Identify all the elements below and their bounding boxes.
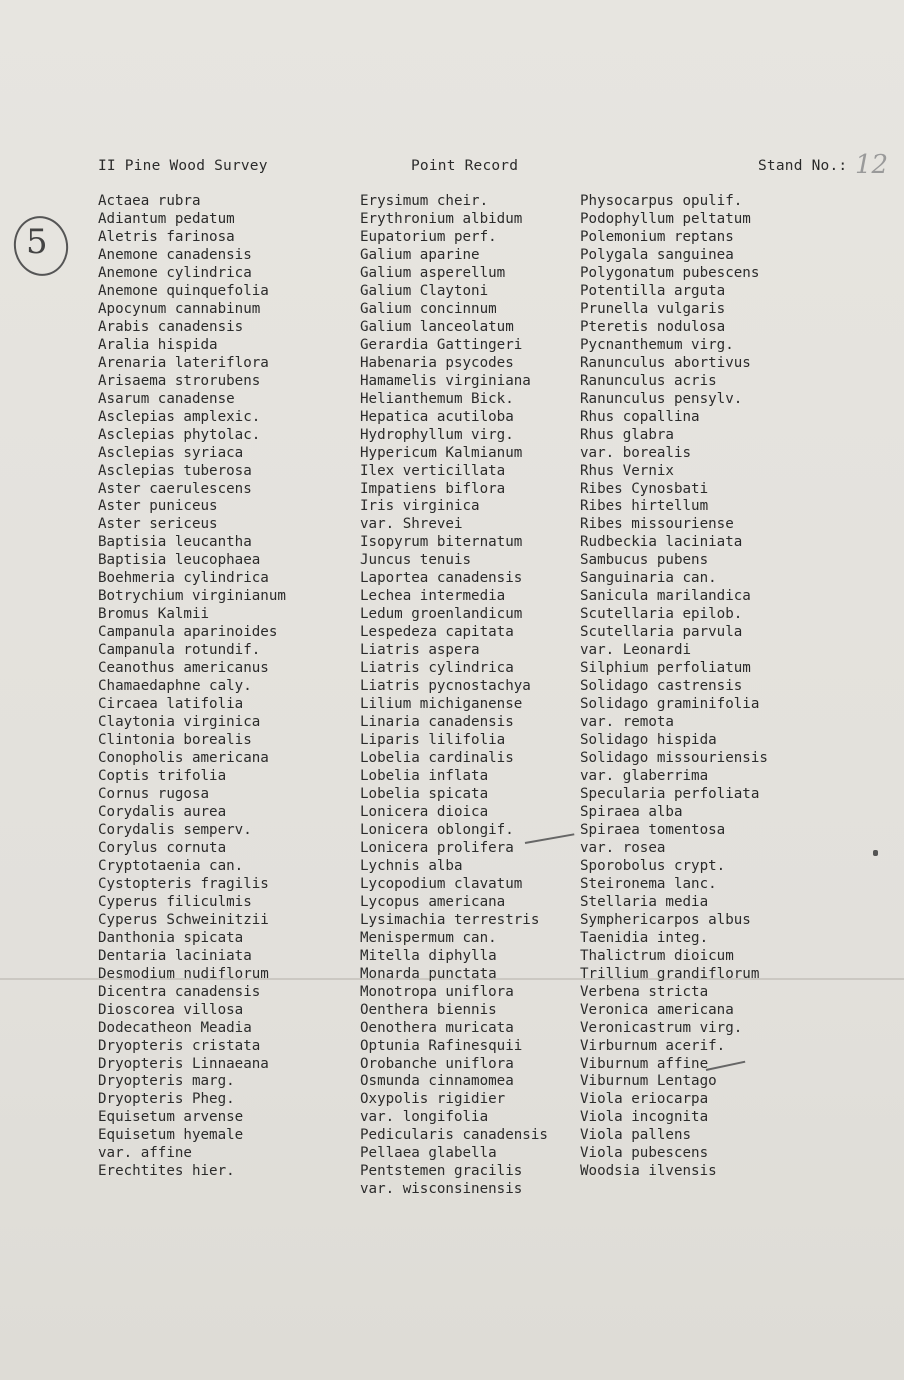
species-entry: Aster sericeus xyxy=(98,516,218,533)
species-entry: Dicentra canadensis xyxy=(98,983,261,1000)
species-entry: Equisetum hyemale xyxy=(98,1127,244,1144)
species-entry: Polygonatum pubescens xyxy=(580,264,760,281)
species-entry: Monarda punctata xyxy=(360,965,497,982)
species-entry: Botrychium virginianum xyxy=(98,588,286,605)
species-entry: var. glaberrima xyxy=(580,768,709,784)
species-entry: Stellaria media xyxy=(580,893,709,910)
species-entry: Galium lanceolatum xyxy=(360,318,514,335)
ink-dot xyxy=(873,850,878,856)
species-entry: Campanula rotundif. xyxy=(98,642,261,659)
species-entry: Galium concinnum xyxy=(360,300,497,317)
species-entry: Oenothera muricata xyxy=(360,1019,514,1036)
species-entry: Verbena stricta xyxy=(580,983,709,1000)
species-entry: Dioscorea villosa xyxy=(98,1001,244,1018)
species-entry: Asarum canadense xyxy=(98,390,235,407)
species-entry: Corylus cornuta xyxy=(98,839,227,856)
species-entry: Danthonia spicata xyxy=(98,929,244,946)
species-entry: Lycopus americana xyxy=(360,893,506,910)
species-entry: var. rosea xyxy=(580,839,666,856)
species-entry: Eupatorium perf. xyxy=(360,228,497,245)
species-entry: Lespedeza capitata xyxy=(360,624,514,641)
species-entry: Aster caerulescens xyxy=(98,480,252,497)
species-entry: Impatiens biflora xyxy=(360,480,506,497)
species-entry: Viburnum Lentago xyxy=(580,1073,717,1090)
species-entry: Liatris aspera xyxy=(360,642,480,659)
species-entry: Equisetum arvense xyxy=(98,1109,244,1126)
species-entry: Ilex verticillata xyxy=(360,462,506,479)
species-entry: Habenaria psycodes xyxy=(360,354,514,371)
species-entry: Pteretis nodulosa xyxy=(580,318,726,335)
species-entry: Dentaria laciniata xyxy=(98,947,252,964)
species-entry: Lobelia inflata xyxy=(360,768,489,784)
species-entry: Bromus Kalmii xyxy=(98,606,210,623)
species-entry: Ceanothus americanus xyxy=(98,660,269,677)
species-entry: Cystopteris fragilis xyxy=(98,875,269,892)
species-entry: Hypericum Kalmianum xyxy=(360,444,523,461)
species-entry: Rhus copallina xyxy=(580,408,700,425)
species-entry: Steironema lanc. xyxy=(580,875,717,892)
survey-title: II Pine Wood Survey xyxy=(98,158,268,174)
species-entry: Laportea canadensis xyxy=(360,570,523,587)
species-entry: Solidago missouriensis xyxy=(580,750,768,767)
species-entry: Coptis trifolia xyxy=(98,768,227,784)
species-entry: Trillium grandiflorum xyxy=(580,965,760,982)
species-entry: Cyperus Schweinitzii xyxy=(98,911,269,928)
species-entry: var. remota xyxy=(580,714,674,731)
species-entry: Ribes hirtellum xyxy=(580,498,709,515)
species-entry: Juncus tenuis xyxy=(360,552,472,569)
species-entry: Viola pallens xyxy=(580,1127,692,1144)
species-column-1 xyxy=(98,193,286,1181)
species-entry: Arenaria lateriflora xyxy=(98,354,269,371)
species-entry: Oxypolis rigidier xyxy=(360,1091,506,1108)
species-entry: Helianthemum Bick. xyxy=(360,390,514,407)
species-entry: Sporobolus crypt. xyxy=(580,857,726,874)
species-entry: var. wisconsinensis xyxy=(360,1181,523,1198)
species-entry: Anemone quinquefolia xyxy=(98,282,269,299)
species-entry: Monotropa uniflora xyxy=(360,983,514,1000)
species-entry: Isopyrum biternatum xyxy=(360,534,523,551)
species-entry: var. affine xyxy=(98,1145,192,1162)
species-entry: Baptisia leucantha xyxy=(98,534,252,551)
species-entry: Lycopodium clavatum xyxy=(360,875,523,892)
species-entry: Adiantum pedatum xyxy=(98,210,235,227)
species-entry: Aster puniceus xyxy=(98,498,218,515)
species-entry: Anemone canadensis xyxy=(98,246,252,263)
species-entry: Corydalis semperv. xyxy=(98,821,252,838)
species-entry: Galium asperellum xyxy=(360,264,506,281)
species-entry: Solidago hispida xyxy=(580,732,717,749)
species-entry: Hamamelis virginiana xyxy=(360,372,531,389)
species-entry: Solidago graminifolia xyxy=(580,696,760,713)
species-entry: Asclepias amplexic. xyxy=(98,408,261,425)
species-entry: Sanicula marilandica xyxy=(580,588,751,605)
species-entry: Boehmeria cylindrica xyxy=(98,570,269,587)
species-entry: Galium aparine xyxy=(360,246,480,263)
record-type: Point Record xyxy=(411,158,519,174)
species-entry: Asclepias phytolac. xyxy=(98,426,261,443)
species-entry: Veronicastrum virg. xyxy=(580,1019,743,1036)
species-entry: Viola eriocarpa xyxy=(580,1091,709,1108)
species-entry: Apocynum cannabinum xyxy=(98,300,261,317)
species-entry: Anemone cylindrica xyxy=(98,264,252,281)
species-entry: Ranunculus abortivus xyxy=(580,354,751,371)
species-entry: Circaea latifolia xyxy=(98,696,244,713)
species-entry: Corydalis aurea xyxy=(98,803,227,820)
species-entry: Desmodium nudiflorum xyxy=(98,965,269,982)
species-entry: Virburnum acerif. xyxy=(580,1037,726,1054)
species-entry: Oenthera biennis xyxy=(360,1001,497,1018)
species-entry: Viola pubescens xyxy=(580,1145,709,1162)
species-entry: Actaea rubra xyxy=(98,193,201,209)
species-entry: Rhus Vernix xyxy=(580,462,674,479)
species-entry: Galium Claytoni xyxy=(360,282,489,299)
species-entry: Rhus glabra xyxy=(580,426,674,443)
species-entry: Orobanche uniflora xyxy=(360,1055,514,1072)
species-entry: Veronica americana xyxy=(580,1001,734,1018)
species-entry: Specularia perfoliata xyxy=(580,785,760,802)
species-entry: Campanula aparinoides xyxy=(98,624,278,641)
species-entry: Gerardia Gattingeri xyxy=(360,336,523,353)
species-entry: Symphericarpos albus xyxy=(580,911,751,928)
species-entry: var. Shrevei xyxy=(360,516,463,533)
species-entry: Dodecatheon Meadia xyxy=(98,1019,252,1036)
species-entry: Lechea intermedia xyxy=(360,588,506,605)
species-entry: Ledum groenlandicum xyxy=(360,606,523,623)
species-entry: Ranunculus pensylv. xyxy=(580,390,743,407)
species-entry: Dryopteris Pheg. xyxy=(98,1091,235,1108)
species-entry: Pellaea glabella xyxy=(360,1145,497,1162)
species-entry: Asclepias tuberosa xyxy=(98,462,252,479)
species-entry: Liatris cylindrica xyxy=(360,660,514,677)
species-entry: Optunia Rafinesquii xyxy=(360,1037,523,1054)
species-column-2 xyxy=(360,193,548,1199)
species-entry: Menispermum can. xyxy=(360,929,497,946)
stand-number-handwritten: 12 xyxy=(855,150,889,180)
species-entry: Viburnum affine xyxy=(580,1055,709,1072)
species-entry: Rudbeckia laciniata xyxy=(580,534,743,551)
species-entry: Pedicularis canadensis xyxy=(360,1127,548,1144)
stand-number-label: Stand No.: xyxy=(758,158,848,174)
species-entry: Potentilla arguta xyxy=(580,282,726,299)
species-entry: Silphium perfoliatum xyxy=(580,660,751,677)
species-entry: Pycnanthemum virg. xyxy=(580,336,734,353)
species-entry: Cornus rugosa xyxy=(98,785,210,802)
species-entry: Erythronium albidum xyxy=(360,210,523,227)
species-entry: Asclepias syriaca xyxy=(98,444,244,461)
species-entry: Linaria canadensis xyxy=(360,714,514,731)
species-entry: Polemonium reptans xyxy=(580,228,734,245)
species-entry: Aralia hispida xyxy=(98,336,218,353)
species-entry: Lysimachia terrestris xyxy=(360,911,540,928)
species-entry: Arisaema strorubens xyxy=(98,372,261,389)
species-entry: var. Leonardi xyxy=(580,642,692,659)
species-entry: Hepatica acutiloba xyxy=(360,408,514,425)
species-entry: Erechtites hier. xyxy=(98,1163,235,1180)
species-entry: Hydrophyllum virg. xyxy=(360,426,514,443)
species-entry: Liatris pycnostachya xyxy=(360,678,531,695)
species-entry: Spiraea alba xyxy=(580,803,683,820)
species-entry: Conopholis americana xyxy=(98,750,269,767)
circled-margin-number: 5 xyxy=(26,222,48,262)
species-entry: Lobelia spicata xyxy=(360,785,489,802)
species-entry: Sanguinaria can. xyxy=(580,570,717,587)
species-entry: Cryptotaenia can. xyxy=(98,857,244,874)
species-entry: Scutellaria parvula xyxy=(580,624,743,641)
species-entry: Lonicera prolifera xyxy=(360,839,514,856)
species-entry: Claytonia virginica xyxy=(98,714,261,731)
species-entry: Erysimum cheir. xyxy=(360,193,489,209)
species-entry: Cyperus filiculmis xyxy=(98,893,252,910)
species-entry: Mitella diphylla xyxy=(360,947,497,964)
species-entry: Ribes missouriense xyxy=(580,516,734,533)
species-entry: Ranunculus acris xyxy=(580,372,717,389)
species-entry: Taenidia integ. xyxy=(580,929,709,946)
species-entry: var. borealis xyxy=(580,444,692,461)
species-entry: Lonicera oblongif. xyxy=(360,821,514,838)
species-entry: Polygala sanguinea xyxy=(580,246,734,263)
species-entry: Lobelia cardinalis xyxy=(360,750,514,767)
species-entry: Liparis lilifolia xyxy=(360,732,506,749)
species-entry: Lonicera dioica xyxy=(360,803,489,820)
species-entry: Dryopteris Linnaeana xyxy=(98,1055,269,1072)
species-entry: Dryopteris cristata xyxy=(98,1037,261,1054)
species-entry: var. longifolia xyxy=(360,1109,489,1126)
species-entry: Clintonia borealis xyxy=(98,732,252,749)
species-entry: Sambucus pubens xyxy=(580,552,709,569)
species-entry: Thalictrum dioicum xyxy=(580,947,734,964)
species-column-3 xyxy=(580,193,768,1181)
species-entry: Chamaedaphne caly. xyxy=(98,678,252,695)
species-entry: Podophyllum peltatum xyxy=(580,210,751,227)
species-entry: Scutellaria epilob. xyxy=(580,606,743,623)
species-entry: Woodsia ilvensis xyxy=(580,1163,717,1180)
species-entry: Aletris farinosa xyxy=(98,228,235,245)
species-entry: Baptisia leucophaea xyxy=(98,552,261,569)
species-entry: Prunella vulgaris xyxy=(580,300,726,317)
species-entry: Lychnis alba xyxy=(360,857,463,874)
species-entry: Viola incognita xyxy=(580,1109,709,1126)
species-entry: Pentstemen gracilis xyxy=(360,1163,523,1180)
species-entry: Spiraea tomentosa xyxy=(580,821,726,838)
species-entry: Physocarpus opulif. xyxy=(580,193,743,209)
species-entry: Solidago castrensis xyxy=(580,678,743,695)
species-entry: Arabis canadensis xyxy=(98,318,244,335)
species-entry: Iris virginica xyxy=(360,498,480,515)
species-entry: Dryopteris marg. xyxy=(98,1073,235,1090)
species-entry: Lilium michiganense xyxy=(360,696,523,713)
species-entry: Osmunda cinnamomea xyxy=(360,1073,514,1090)
species-entry: Ribes Cynosbati xyxy=(580,480,709,497)
